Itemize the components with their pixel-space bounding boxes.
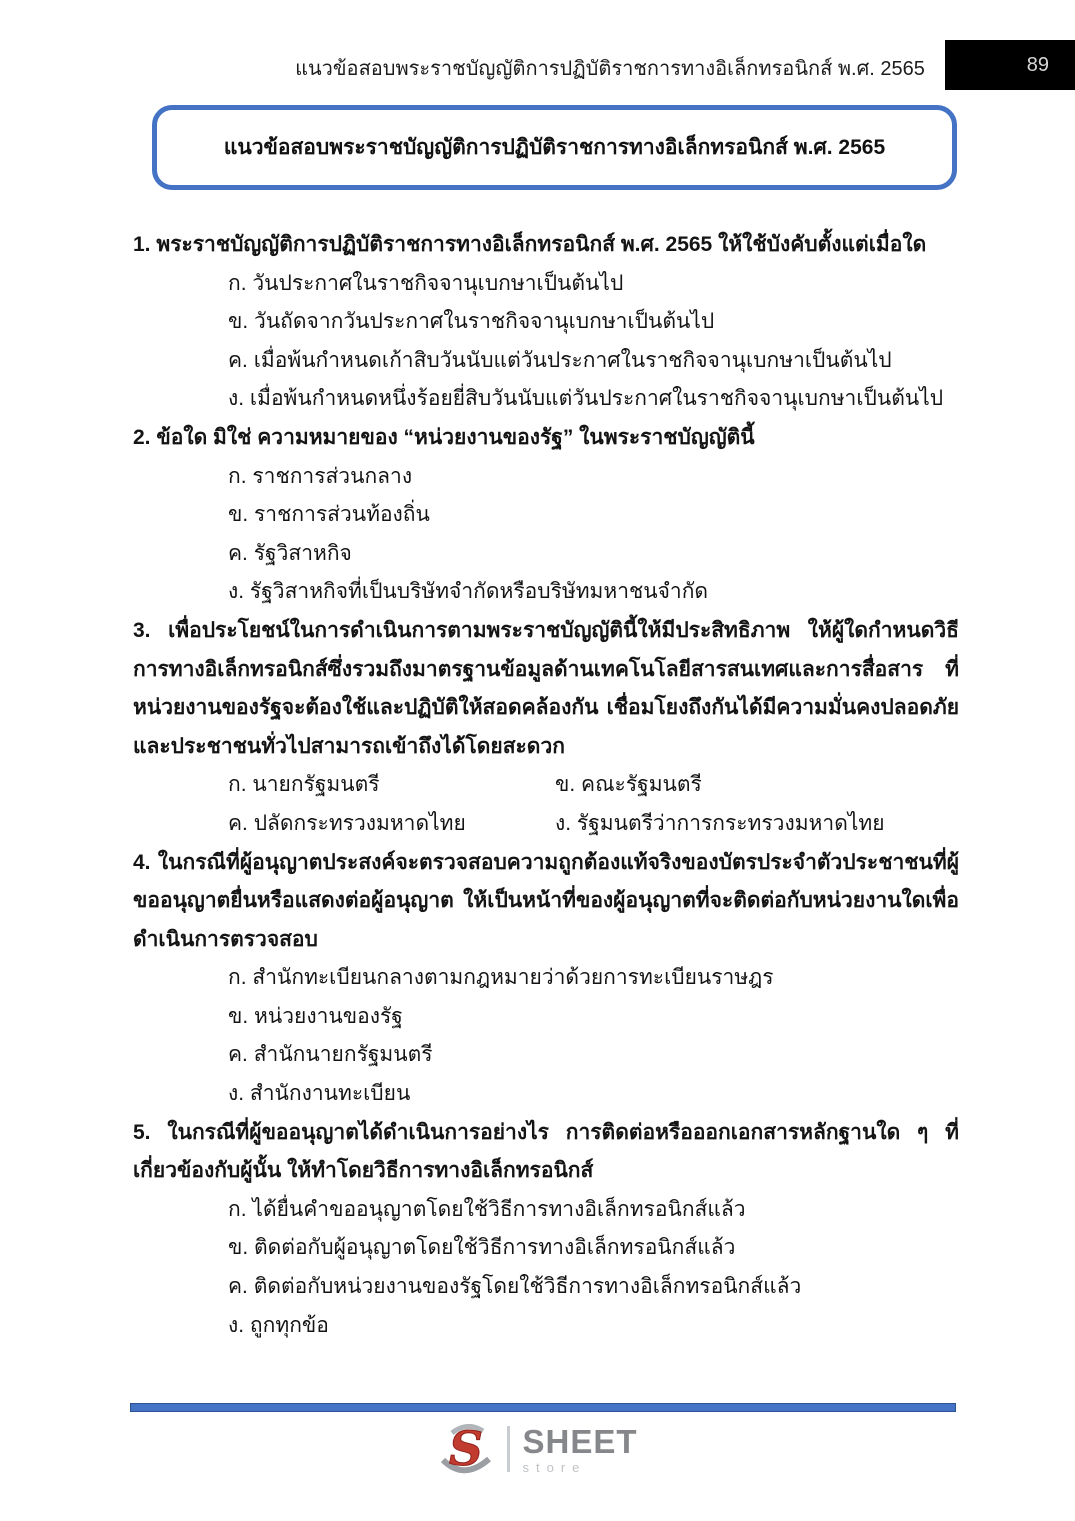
question-1-option-d: ง. เมื่อพ้นกำหนดหนึ่งร้อยยี่สิบวันนับแต่วันประกาศในราชกิจจานุเบกษาเป็นต้นไป bbox=[228, 387, 944, 411]
question-1 bbox=[133, 226, 959, 419]
logo-brand-text: SHEET bbox=[522, 1422, 638, 1460]
question-5-option-a: ก. ได้ยื่นคำขออนุญาตโดยใช้วิธีการทางอิเล็กทรอนิกส์แล้ว bbox=[228, 1197, 746, 1221]
question-4-text: 4. ในกรณีที่ผู้อนุญาตประสงค์จะตรวจสอบความถูกต้องแท้จริงของบัตรประจำตัวประชาชนที่ผู้ขออนุญาตยื่นหรือแสดงต่อผู้อนุญาต ให้เป็นหน้าที่ของผู้อนุญาตที่จะติดต่อกับหน่วยงานใดเพื่อดำเนินการตรวจสอบ bbox=[133, 850, 959, 951]
question-2 bbox=[133, 419, 959, 612]
footer-divider bbox=[130, 1403, 956, 1412]
question-4-options bbox=[133, 959, 959, 1113]
question-2-option-c: ค. รัฐวิสาหกิจ bbox=[228, 541, 352, 565]
question-3-option-d: ง. รัฐมนตรีว่าการกระทรวงมหาดไทย bbox=[555, 811, 885, 835]
question-4 bbox=[133, 844, 959, 1114]
page-number-box bbox=[945, 40, 1075, 90]
question-4-option-a: ก. สำนักทะเบียนกลางตามกฎหมายว่าด้วยการทะเบียนราษฎร bbox=[228, 966, 774, 990]
svg-text:S: S bbox=[449, 1422, 484, 1477]
logo-wordmark bbox=[522, 1422, 638, 1475]
question-2-text: 2. ข้อใด มิใช่ ความหมายของ “หน่วยงานของรัฐ” ในพระราชบัญญัตินี้ bbox=[133, 425, 755, 449]
question-5-text: 5. ในกรณีที่ผู้ขออนุญาตได้ดำเนินการอย่างไร การติดต่อหรือออกเอกสารหลักฐานใด ๆ ที่เกี่ยวข้องกับผู้นั้น ให้ทำโดยวิธีการทางอิเล็กทรอนิกส์ bbox=[133, 1120, 959, 1183]
question-1-option-b: ข. วันถัดจากวันประกาศในราชกิจจานุเบกษาเป็นต้นไป bbox=[228, 310, 715, 334]
question-1-text: 1. พระราชบัญญัติการปฏิบัติราชการทางอิเล็กทรอนิกส์ พ.ศ. 2565 ให้ใช้บังคับตั้งแต่เมื่อใด bbox=[133, 233, 927, 256]
question-2-option-d: ง. รัฐวิสาหกิจที่เป็นบริษัทจำกัดหรือบริษัทมหาชนจำกัด bbox=[228, 580, 709, 604]
question-1-option-a: ก. วันประกาศในราชกิจจานุเบกษาเป็นต้นไป bbox=[228, 271, 624, 295]
question-2-option-b: ข. ราชการส่วนท้องถิ่น bbox=[228, 503, 430, 527]
question-4-option-b: ข. หน่วยงานของรัฐ bbox=[228, 1004, 403, 1028]
document-title: แนวข้อสอบพระราชบัญญัติการปฏิบัติราชการทางอิเล็กทรอนิกส์ พ.ศ. 2565 bbox=[223, 136, 886, 159]
question-3-options bbox=[228, 766, 959, 843]
question-3-option-a: ก. นายกรัฐมนตรี bbox=[228, 773, 380, 797]
page-number: 89 bbox=[1026, 53, 1049, 76]
question-5 bbox=[133, 1114, 959, 1346]
question-3-option-b: ข. คณะรัฐมนตรี bbox=[555, 773, 702, 797]
title-box bbox=[152, 105, 957, 190]
question-5-option-b: ข. ติดต่อกับผู้อนุญาตโดยใช้วิธีการทางอิเล็กทรอนิกส์แล้ว bbox=[228, 1236, 736, 1260]
question-4-option-d: ง. สำนักงานทะเบียน bbox=[228, 1082, 411, 1106]
question-1-options bbox=[133, 265, 959, 419]
question-2-options bbox=[133, 458, 959, 612]
logo-divider-line bbox=[507, 1426, 510, 1472]
question-5-option-c: ค. ติดต่อกับหน่วยงานของรัฐโดยใช้วิธีการทางอิเล็กทรอนิกส์แล้ว bbox=[228, 1275, 802, 1299]
footer-logo bbox=[0, 1420, 1075, 1478]
question-1-option-c: ค. เมื่อพ้นกำหนดเก้าสิบวันนับแต่วันประกาศในราชกิจจานุเบกษาเป็นต้นไป bbox=[228, 348, 892, 372]
question-3-text: 3. เพื่อประโยชน์ในการดำเนินการตามพระราชบัญญัตินี้ให้มีประสิทธิภาพ ให้ผู้ใดกำหนดวิธีการทางอิเล็กทรอนิกส์ซึ่งรวมถึงมาตรฐานข้อมูลด้านเทคโนโลยีสารสนเทศและการสื่อสาร ที่หน่วยงานของรัฐจะต้องใช้และปฏิบัติให้สอดคล้องกัน เชื่อมโยงถึงกันได้มีความมั่นคงปลอดภัย และประชาชนทั่วไปสามารถเข้าถึงได้โดยสะดวก bbox=[133, 618, 959, 758]
questions-area bbox=[133, 226, 959, 1345]
sheet-store-logo-icon bbox=[437, 1420, 495, 1478]
question-5-option-d: ง. ถูกทุกข้อ bbox=[228, 1313, 329, 1337]
question-4-option-c: ค. สำนักนายกรัฐมนตรี bbox=[228, 1043, 433, 1067]
question-3 bbox=[133, 612, 959, 844]
question-3-option-c: ค. ปลัดกระทรวงมหาดไทย bbox=[228, 811, 466, 835]
running-header-title: แนวข้อสอบพระราชบัญญัติการปฏิบัติราชการทางอิเล็กทรอนิกส์ พ.ศ. 2565 bbox=[295, 58, 925, 80]
logo-sub-text: store bbox=[522, 1459, 587, 1475]
question-5-options bbox=[133, 1191, 959, 1345]
question-2-option-a: ก. ราชการส่วนกลาง bbox=[228, 464, 413, 488]
